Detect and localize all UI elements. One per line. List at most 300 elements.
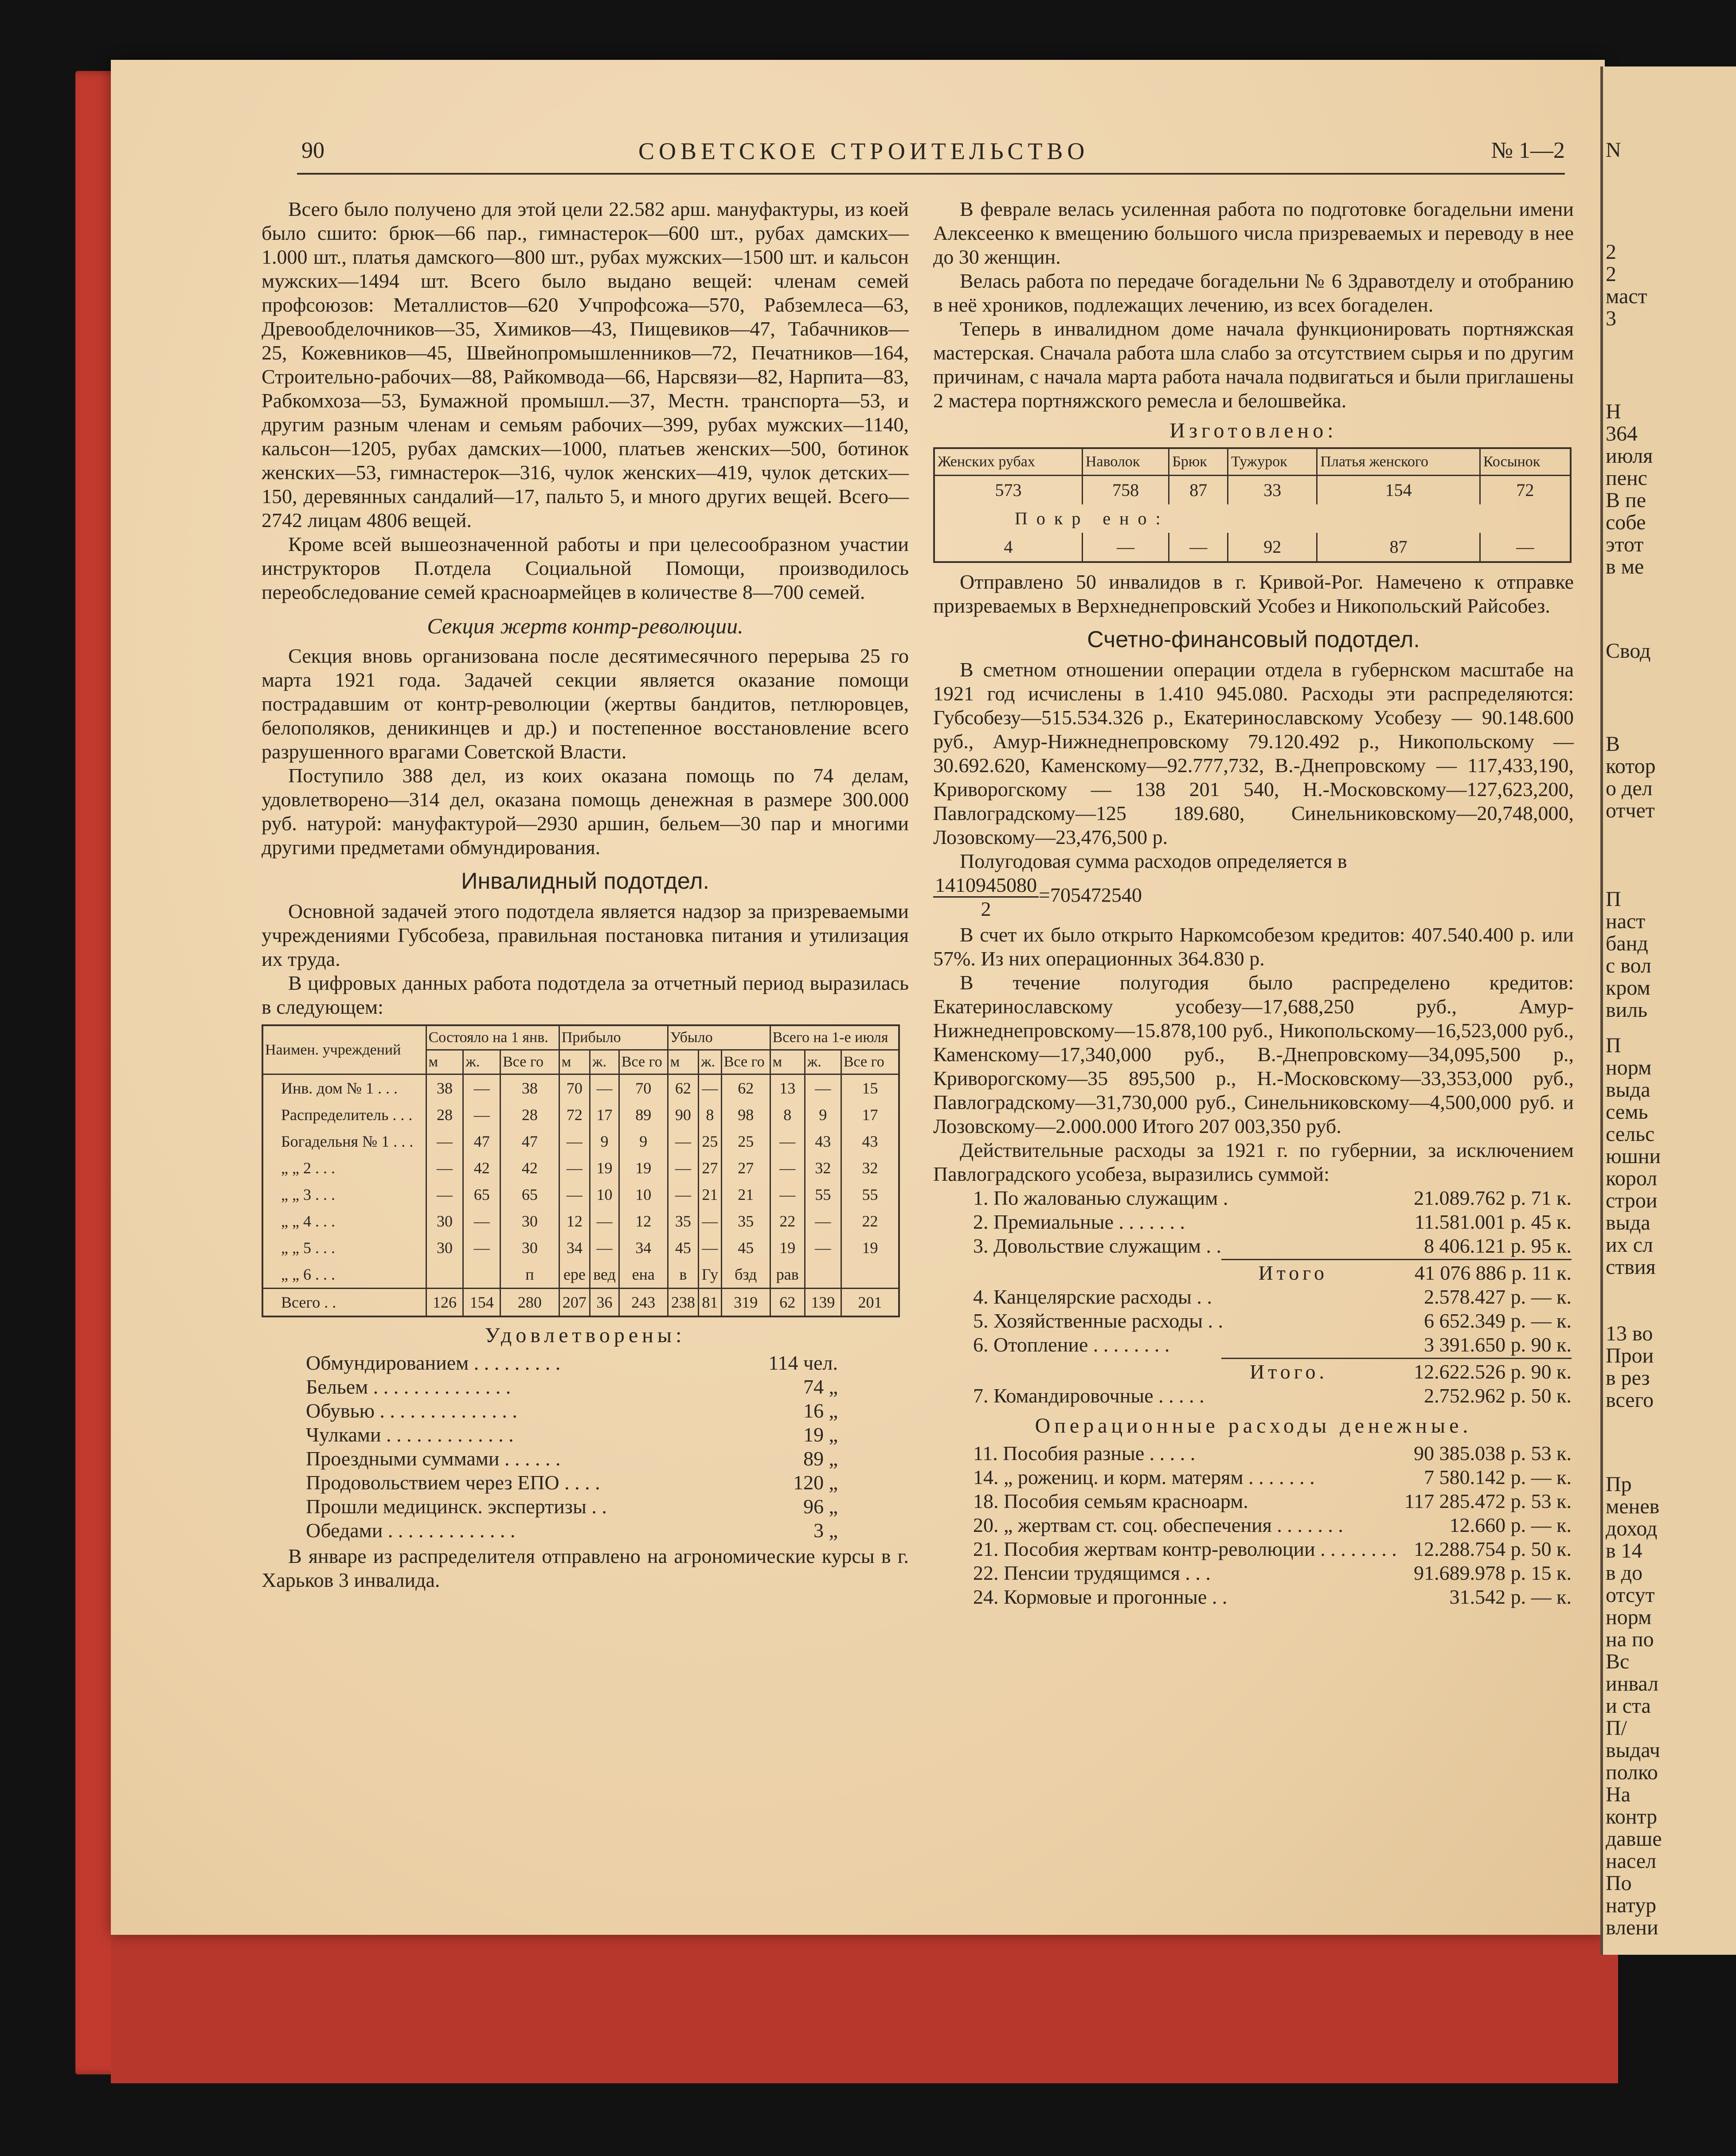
- table-cell: —: [1480, 533, 1571, 562]
- expense-value: 91.689.978 р. 15 к.: [1414, 1562, 1572, 1584]
- list-item: [306, 1423, 838, 1447]
- expense-row: [973, 1585, 1572, 1609]
- text-fragment: в ме: [1606, 555, 1644, 578]
- journal-title: СОВЕТСКОЕ СТРОИТЕЛЬСТВО: [638, 138, 1089, 164]
- expense-row: [973, 1489, 1572, 1513]
- text-fragment: выда: [1606, 1078, 1650, 1101]
- table-cell: —: [1082, 533, 1169, 562]
- paragraph: Действительные расходы за 1921 г. по губернии, за исключением Павлоградского усобеза, выразились суммой:: [933, 1139, 1574, 1185]
- table-header: Платья женского: [1317, 448, 1480, 476]
- text-fragment: Вс: [1606, 1650, 1630, 1673]
- paragraph: Основной задачей этого подотдела является надзор за призреваемыми учреждениями Губсобеза, правильная постановка питания и утилизация их труда.: [262, 900, 909, 970]
- text-fragment: 13 во: [1606, 1322, 1653, 1345]
- text-fragment: на по: [1606, 1628, 1654, 1651]
- left-column: [262, 197, 909, 1592]
- table-cell: —: [770, 1128, 805, 1155]
- text-fragment: котор: [1606, 754, 1656, 778]
- paragraph: В цифровых данных работа подотдела за отчетный период выразилась в следующем:: [262, 972, 909, 1018]
- table-cell: 319: [721, 1289, 770, 1317]
- table-cell: 30: [500, 1234, 559, 1261]
- table-cell: Гу: [699, 1261, 722, 1289]
- table-header: Убыло: [668, 1025, 770, 1050]
- table-cell: 72: [1480, 476, 1571, 505]
- table-cell: бзд: [721, 1261, 770, 1289]
- text-fragment: В пе: [1606, 488, 1646, 512]
- list-item: [306, 1351, 838, 1375]
- item-label: Бельем . . . . . . . . . . . . . .: [306, 1375, 511, 1398]
- expense-label: 2. Премиальные . . . . . . .: [973, 1211, 1185, 1233]
- table-subheader: Все го: [721, 1050, 770, 1074]
- row-label: „ „ 6 . . .: [262, 1261, 426, 1289]
- text-fragment: контр: [1606, 1805, 1658, 1828]
- table-header: Женских рубах: [934, 448, 1082, 476]
- expense-label: Итого: [1258, 1262, 1328, 1284]
- list-item: [306, 1519, 838, 1543]
- row-label: Инв. дом № 1 . . .: [262, 1074, 426, 1102]
- row-label: „ „ 2 . . .: [262, 1155, 426, 1181]
- table-subheader: м: [426, 1050, 463, 1074]
- expense-value: 12.622.526 р. 90 к.: [1414, 1360, 1572, 1383]
- text-fragment: Прои: [1606, 1344, 1654, 1367]
- table-cell: 33: [1228, 476, 1317, 505]
- table-cell: 243: [619, 1289, 668, 1317]
- page-number: 90: [301, 138, 325, 163]
- table-cell: —: [559, 1181, 590, 1208]
- expense-label: 21. Пособия жертвам контр-революции . . . . . . . .: [973, 1538, 1397, 1560]
- text-fragment: Пр: [1606, 1472, 1632, 1496]
- expense-row: [973, 1465, 1572, 1489]
- text-fragment: На: [1606, 1783, 1630, 1806]
- table-cell: 21: [699, 1181, 722, 1208]
- expense-row: [973, 1441, 1572, 1465]
- table-cell: 207: [559, 1289, 590, 1317]
- table-cell: в: [668, 1261, 698, 1289]
- row-label: „ „ 3 . . .: [262, 1181, 426, 1208]
- text-fragment: строи: [1606, 1189, 1658, 1212]
- table-cell: —: [805, 1208, 841, 1234]
- text-fragment: N: [1606, 138, 1621, 162]
- fraction-denominator: 2: [981, 898, 991, 920]
- table-cell: —: [668, 1155, 698, 1181]
- item-value: 16 „: [803, 1399, 838, 1422]
- manufactured-table: [933, 447, 1572, 563]
- text-fragment: влени: [1606, 1916, 1658, 1939]
- table-subheader: ж.: [699, 1050, 722, 1074]
- paragraph: Кроме всей вышеозначенной работы и при целесообразном участии инструкторов П.отдела Социальной Помощи, производилось переобследование семей красноармейцев в количестве 8—700 семей.: [262, 533, 909, 603]
- paragraph: Всего было получено для этой цели 22.582 арш. мануфактуры, из коей было сшито: брюк—66 пар., гимнастерок—600 шт., рубах дамских—1.000 шт., платья дамского—800 шт., рубах мужских—1500 шт. и кальсон мужских—1494 шт. Всего было выдано вещей: членам семей профсоюзов: Металлистов—620 Учпрофсожа—570, Рабземлеса—63, Древообделочников—35, Химиков—43, Пищевиков—47, Табачников—25, Кожевников—45, Швейнопромышленников—72, Печатников—164, Строительно-рабочих—88, Райкомвода—66, Нарсвязи—82, Нарпита—83, Рабкомхоза—53, Бумажной промышл.—37, Местн. транспорта—53, и другим разным членам и семьям рабочих—399, рубах мужских—1140, кальсон—1205, рубах дамских—1000, платьев женских—500, ботинок женских—53, гимнастерок—316, чулок женских—419, чулок детских—150, деревянных сандалий—17, пальто 5, и много других вещей. Всего—2742 лицам 4806 вещей.: [262, 198, 909, 531]
- table-cell: 98: [721, 1101, 770, 1128]
- table-cell: 126: [426, 1289, 463, 1317]
- table-row: [262, 1289, 899, 1317]
- text-fragment: выдач: [1606, 1738, 1660, 1762]
- table-cell: 62: [721, 1074, 770, 1102]
- text-fragment: По: [1606, 1871, 1632, 1895]
- paragraph: Отправлено 50 инвалидов в г. Кривой-Рог. Намечено к отправке призреваемых в Верхнеднепровский Усобез и Никопольский Райсобез.: [933, 570, 1574, 617]
- text-fragment: выда: [1606, 1211, 1650, 1234]
- table-cell: 17: [841, 1101, 899, 1128]
- table-cell: 15: [841, 1074, 899, 1102]
- table-row: [262, 1101, 899, 1128]
- table-subheader: м: [559, 1050, 590, 1074]
- list-item: [306, 1447, 838, 1471]
- operational-expenses-list: [973, 1441, 1572, 1609]
- text-fragment: менев: [1606, 1495, 1660, 1518]
- expense-value: 41 076 886 р. 11 к.: [1414, 1262, 1572, 1284]
- fraction: [933, 873, 1574, 921]
- text-fragment: норм: [1606, 1605, 1652, 1629]
- list-item: [306, 1375, 838, 1399]
- table-header: Косынок: [1480, 448, 1571, 476]
- table-cell: —: [463, 1074, 500, 1102]
- table-cell: 12: [619, 1208, 668, 1234]
- expense-row: [973, 1186, 1572, 1210]
- text-fragment: норм: [1606, 1056, 1652, 1079]
- text-fragment: всего: [1606, 1388, 1654, 1412]
- table-cell: 17: [590, 1101, 619, 1128]
- section-heading: Инвалидный подотдел.: [461, 868, 709, 894]
- table-cell: —: [426, 1155, 463, 1181]
- table-cell: —: [559, 1128, 590, 1155]
- table-cell: 19: [770, 1234, 805, 1261]
- text-fragment: отчет: [1606, 799, 1655, 822]
- table-cell: ере: [559, 1261, 590, 1289]
- text-fragment: В: [1606, 732, 1620, 756]
- expense-value: 3 391.650 р. 90 к.: [1424, 1333, 1572, 1356]
- item-label: Чулками . . . . . . . . . . . . .: [306, 1423, 514, 1446]
- table-cell: 32: [841, 1155, 899, 1181]
- table-header: Состояло на 1 янв.: [426, 1025, 559, 1050]
- text-fragment: отсут: [1606, 1583, 1655, 1607]
- table-cell: —: [699, 1234, 722, 1261]
- text-fragment: юшни: [1606, 1144, 1661, 1168]
- table-header: Наимен. учреждений: [262, 1025, 426, 1074]
- text-fragment: собе: [1606, 511, 1646, 534]
- table-cell: —: [699, 1208, 722, 1234]
- table-cell: 25: [699, 1128, 722, 1155]
- table-cell: 65: [463, 1181, 500, 1208]
- table-cell: —: [463, 1101, 500, 1128]
- expense-row: [973, 1285, 1572, 1309]
- expense-value: 21.089.762 р. 71 к.: [1414, 1187, 1572, 1209]
- table-cell: [805, 1261, 841, 1289]
- table-row: [934, 476, 1571, 505]
- text-fragment: о дел: [1606, 777, 1653, 800]
- expense-label: 6. Отопление . . . . . . . .: [973, 1333, 1170, 1356]
- table-header: Тужурок: [1228, 448, 1317, 476]
- row-label: „ „ 5 . . .: [262, 1234, 426, 1261]
- table-cell: 42: [500, 1155, 559, 1181]
- table-cell: —: [426, 1181, 463, 1208]
- table-cell: 13: [770, 1074, 805, 1102]
- page-header: [191, 133, 1565, 173]
- expense-label: 3. Довольствие служащим . .: [973, 1234, 1221, 1257]
- table-cell: рав: [770, 1261, 805, 1289]
- expense-row: [973, 1561, 1572, 1585]
- text-fragment: в до: [1606, 1561, 1643, 1585]
- expense-value: 12.288.754 р. 50 к.: [1414, 1538, 1572, 1560]
- table-cell: 72: [559, 1101, 590, 1128]
- table-cell: 154: [463, 1289, 500, 1317]
- table-cell: [841, 1261, 899, 1289]
- table-cell: 22: [770, 1208, 805, 1234]
- table-cell: 62: [770, 1289, 805, 1317]
- paragraph: Велась работа по передаче богадельни № 6 Здравотделу и отобранию в неё хроников, подлежащих лечению, из всех богаделен.: [933, 270, 1574, 316]
- table-header: Наволок: [1082, 448, 1169, 476]
- table-cell: 38: [500, 1074, 559, 1102]
- table-cell: 19: [841, 1234, 899, 1261]
- table-cell: ена: [619, 1261, 668, 1289]
- issue-number: № 1—2: [1491, 138, 1565, 163]
- table-subheader: м: [668, 1050, 698, 1074]
- table-cell: [426, 1261, 463, 1289]
- table-cell: 92: [1228, 533, 1317, 562]
- table-cell: 34: [619, 1234, 668, 1261]
- table-cell: 55: [805, 1181, 841, 1208]
- expense-label: 14. „ рожениц. и корм. матерям . . . . . . .: [973, 1466, 1315, 1488]
- fraction-numerator: 1410945080: [933, 874, 1039, 898]
- text-fragment: сельс: [1606, 1122, 1655, 1146]
- table-cell: —: [1169, 533, 1228, 562]
- satisfied-title: Удовлетворены:: [485, 1324, 686, 1347]
- table-cell: 21: [721, 1181, 770, 1208]
- table-cell: п: [500, 1261, 559, 1289]
- text-fragment: и ста: [1606, 1694, 1651, 1718]
- table-cell: 28: [500, 1101, 559, 1128]
- table-subheader: ж.: [590, 1050, 619, 1074]
- list-item: [306, 1399, 838, 1423]
- table-cell: 90: [668, 1101, 698, 1128]
- table-cell: —: [668, 1181, 698, 1208]
- made-title: Изготовлено:: [1169, 419, 1337, 442]
- item-value: 74 „: [803, 1375, 838, 1398]
- expense-value: 117 285.472 р. 53 к.: [1404, 1490, 1572, 1512]
- expense-row: [973, 1333, 1572, 1357]
- table-row: [262, 1181, 899, 1208]
- text-fragment: доход: [1606, 1517, 1658, 1540]
- expense-value: 2.752.962 р. 50 к.: [1424, 1384, 1572, 1407]
- table-cell: 36: [590, 1289, 619, 1317]
- invalid-institutions-table: [262, 1024, 900, 1317]
- item-value: 3 „: [813, 1519, 838, 1542]
- expense-label: Итого.: [1250, 1360, 1328, 1383]
- table-header: Прибыло: [559, 1025, 668, 1050]
- expense-label: 1. По жалованью служащим .: [973, 1187, 1228, 1209]
- item-label: Прошли медицинск. экспертизы . .: [306, 1495, 607, 1518]
- table-cell: 55: [841, 1181, 899, 1208]
- expense-row: [973, 1210, 1572, 1234]
- text-fragment: 2: [1606, 240, 1616, 264]
- item-label: Обмундированием . . . . . . . . .: [306, 1351, 561, 1374]
- table-cell: 8: [770, 1101, 805, 1128]
- table-subheader: Все го: [619, 1050, 668, 1074]
- table-header: Брюк: [1169, 448, 1228, 476]
- table-cell: 201: [841, 1289, 899, 1317]
- table-cell: 238: [668, 1289, 698, 1317]
- text-fragment: 364: [1606, 422, 1638, 445]
- expense-label: 11. Пособия разные . . . . .: [973, 1442, 1196, 1465]
- table-cell: 27: [699, 1155, 722, 1181]
- table-cell: 19: [590, 1155, 619, 1181]
- table-cell: 8: [699, 1101, 722, 1128]
- expense-value: 11.581.001 р. 45 к.: [1414, 1211, 1572, 1233]
- subtotal-row: [973, 1360, 1572, 1384]
- expense-row: [973, 1537, 1572, 1561]
- expenses-list: [973, 1186, 1572, 1408]
- table-cell: 43: [841, 1128, 899, 1155]
- text-fragment: П/: [1606, 1716, 1627, 1740]
- paragraph: Теперь в инвалидном доме начала функционировать портняжская мастерская. Сначала работа шла слабо за отсутствием сырья и по другим причинам, с начала марта работа начала подвигаться и были приглашены 2 мастера портняжского ремесла и белошвейка.: [933, 317, 1574, 412]
- header-rule: [297, 173, 1565, 175]
- paragraph: В январе из распределителя отправлено на агрономические курсы в г. Харьков 3 инвалида.: [262, 1545, 909, 1591]
- table-cell: 758: [1082, 476, 1169, 505]
- expense-value: 6 652.349 р. — к.: [1424, 1309, 1572, 1332]
- table-cell: —: [590, 1074, 619, 1102]
- item-value: 120 „: [793, 1471, 838, 1494]
- table-cell: —: [805, 1234, 841, 1261]
- paragraph: Секция вновь организована после десятимесячного перерыва 25 го марта 1921 года. Задачей секции является оказание помощи пострадавшим от контр-революции (жертвы бандитов, петлюровцев, белополяков, деникинцев и др.) и постепенное восстановление всего разрушенного врагами Советской Власти.: [262, 644, 909, 763]
- text-fragment: 3: [1606, 307, 1616, 330]
- table-cell: 30: [426, 1208, 463, 1234]
- table-cell: —: [426, 1128, 463, 1155]
- table-cell: вед: [590, 1261, 619, 1289]
- expense-label: 22. Пенсии трудящимся . . .: [973, 1562, 1211, 1584]
- section-heading: Счетно-финансовый подотдел.: [1087, 627, 1420, 652]
- text-fragment: натур: [1606, 1894, 1657, 1917]
- text-fragment: ствия: [1606, 1255, 1656, 1279]
- expense-row: [973, 1384, 1572, 1408]
- table-cell: 35: [721, 1208, 770, 1234]
- table-cell: —: [590, 1208, 619, 1234]
- text-fragment: П: [1606, 887, 1621, 911]
- table-subheader: Все го: [500, 1050, 559, 1074]
- item-value: 114 чел.: [768, 1351, 838, 1374]
- text-fragment: в рез: [1606, 1366, 1650, 1390]
- table-cell: 45: [668, 1234, 698, 1261]
- text-fragment: в 14: [1606, 1539, 1642, 1562]
- table-header: Всего на 1-е июля: [770, 1025, 899, 1050]
- table-cell: 47: [463, 1128, 500, 1155]
- row-label: Всего . .: [262, 1289, 426, 1317]
- table-row: [262, 1234, 899, 1261]
- text-fragment: виль: [1606, 998, 1648, 1022]
- text-fragment: семь: [1606, 1100, 1648, 1124]
- paragraph: В счет их было открыто Наркомсобезом кредитов: 407.540.400 р. или 57%. Из них операционных 364.830 р.: [933, 923, 1574, 970]
- table-cell: 10: [590, 1181, 619, 1208]
- item-label: Проездными суммами . . . . . .: [306, 1447, 561, 1470]
- table-cell: Покр ено:: [934, 504, 1571, 533]
- table-cell: 22: [841, 1208, 899, 1234]
- text-fragment: пенс: [1606, 466, 1647, 490]
- text-fragment: корол: [1606, 1167, 1658, 1190]
- expense-value: 90 385.038 р. 53 к.: [1414, 1442, 1572, 1465]
- paragraph: В феврале велась усиленная работа по подготовке богадельни имени Алексеенко к вмещению большого числа призреваемых и переводу в нее до 30 женщин.: [933, 198, 1574, 268]
- table-cell: 28: [426, 1101, 463, 1128]
- table-subheader: Все го: [841, 1050, 899, 1074]
- section-heading: Секция жертв контр-революции.: [427, 613, 743, 638]
- table-cell: 62: [668, 1074, 698, 1102]
- table-cell: 47: [500, 1128, 559, 1155]
- subtotal-row: [973, 1261, 1572, 1285]
- table-subheader: ж.: [805, 1050, 841, 1074]
- text-fragment: с вол: [1606, 954, 1651, 977]
- expense-value: 8 406.121 р. 95 к.: [1424, 1234, 1572, 1257]
- right-column: [933, 197, 1574, 1609]
- paragraph: В сметном отношении операции отдела в губернском масштабе на 1921 год исчислены в 1.410 945.080. Расходы эти распределяются: Губсобезу—515.534.326 р., Екатеринославскому Усобезу — 90.148.600 руб., Амур-Нижнеднепровскому 79.120.492 р., Никопольскому — 30.692.620, Каменскому—92.777,732, В.-Днепровскому — 117,433,190, Криворогскому — 138 201 540, Н.-Московскому—127,623,200, Павлоградскому—125 189.680, Синельниковскому—20,748,000, Лозовскому—23,476,500 р.: [933, 658, 1574, 848]
- text-fragment: Н: [1606, 400, 1621, 423]
- item-value: 89 „: [803, 1447, 838, 1470]
- expense-value: 31.542 р. — к.: [1449, 1586, 1572, 1608]
- table-cell: 280: [500, 1289, 559, 1317]
- expense-label: 24. Кормовые и прогонные . .: [973, 1586, 1228, 1608]
- paragraph: В течение полугодия было распределено кредитов: Екатеринославскому усобезу—17,688,250 руб., Амур-Нижнеднепровскому—15.878,100 руб., Никопольскому—16,523,000 руб., Каменскому—17,340,000 руб., В.-Днепровскому—34,095,500 р., Криворогскому—35 895,500 р., Н.-Московскому—33,353,000 руб., Павлоградскому—31,730,000 руб., Синельниковскому—4,500,000 руб. и Лозовскому—2.000.000 Итого 207 003,350 руб.: [933, 971, 1574, 1137]
- row-label: Богадельня № 1 . . .: [262, 1128, 426, 1155]
- table-cell: 89: [619, 1101, 668, 1128]
- satisfied-list: [306, 1351, 838, 1543]
- text-fragment: инвал: [1606, 1672, 1659, 1695]
- expense-row: [973, 1513, 1572, 1537]
- expense-label: 20. „ жертвам ст. соц. обеспечения . . . . . . .: [973, 1514, 1343, 1536]
- paragraph: Полугодовая сумма расходов определяется в: [960, 850, 1347, 872]
- table-cell: 45: [721, 1234, 770, 1261]
- table-cell: 42: [463, 1155, 500, 1181]
- expense-value: 7 580.142 р. — к.: [1424, 1466, 1572, 1488]
- table-row: [262, 1155, 899, 1181]
- expense-row: [973, 1309, 1572, 1333]
- table-subheader: м: [770, 1050, 805, 1074]
- table-cell: 34: [559, 1234, 590, 1261]
- text-fragment: 2: [1606, 262, 1616, 286]
- table-cell: 30: [500, 1208, 559, 1234]
- table-cell: —: [770, 1181, 805, 1208]
- expense-label: 5. Хозяйственные расходы . .: [973, 1309, 1224, 1332]
- text-fragment: кром: [1606, 976, 1650, 1000]
- expense-label: 4. Канцелярские расходы . .: [973, 1285, 1212, 1308]
- row-label: Распределитель . . .: [262, 1101, 426, 1128]
- text-fragment: насел: [1606, 1849, 1657, 1873]
- table-cell: —: [699, 1074, 722, 1102]
- table-cell: 19: [619, 1155, 668, 1181]
- fraction-result: =705472540: [1039, 883, 1142, 906]
- item-value: 96 „: [803, 1495, 838, 1518]
- table-cell: [463, 1261, 500, 1289]
- table-cell: 43: [805, 1128, 841, 1155]
- text-fragment: их сл: [1606, 1233, 1653, 1257]
- table-cell: 9: [805, 1101, 841, 1128]
- table-cell: 139: [805, 1289, 841, 1317]
- table-cell: 65: [500, 1181, 559, 1208]
- table-cell: —: [668, 1128, 698, 1155]
- table-cell: 9: [619, 1128, 668, 1155]
- table-row: [934, 533, 1571, 562]
- table-cell: 81: [699, 1289, 722, 1317]
- table-cell: —: [559, 1155, 590, 1181]
- operational-expenses-title: Операционные расходы денежные.: [1035, 1414, 1472, 1437]
- table-row: [262, 1128, 899, 1155]
- list-item: [306, 1495, 838, 1519]
- table-cell: 573: [934, 476, 1082, 505]
- row-label: „ „ 4 . . .: [262, 1208, 426, 1234]
- right-page-fragment: [1600, 66, 1736, 1955]
- expense-row: [973, 1234, 1572, 1258]
- text-fragment: банд: [1606, 932, 1648, 955]
- text-fragment: давше: [1606, 1827, 1662, 1851]
- expense-label: 18. Пособия семьям красноарм.: [973, 1490, 1248, 1512]
- text-fragment: Свод: [1606, 639, 1651, 663]
- table-cell: 30: [426, 1234, 463, 1261]
- expense-value: 2.578.427 р. — к.: [1424, 1285, 1572, 1308]
- paragraph: Поступило 388 дел, из коих оказана помощь по 74 делам, удовлетворено—314 дел, оказана помощь денежная в размере 300.000 руб. натурой: мануфактурой—2930 аршин, бельем—30 пар и многими другими предметами обмундирования.: [262, 764, 909, 859]
- table-cell: 4: [934, 533, 1082, 562]
